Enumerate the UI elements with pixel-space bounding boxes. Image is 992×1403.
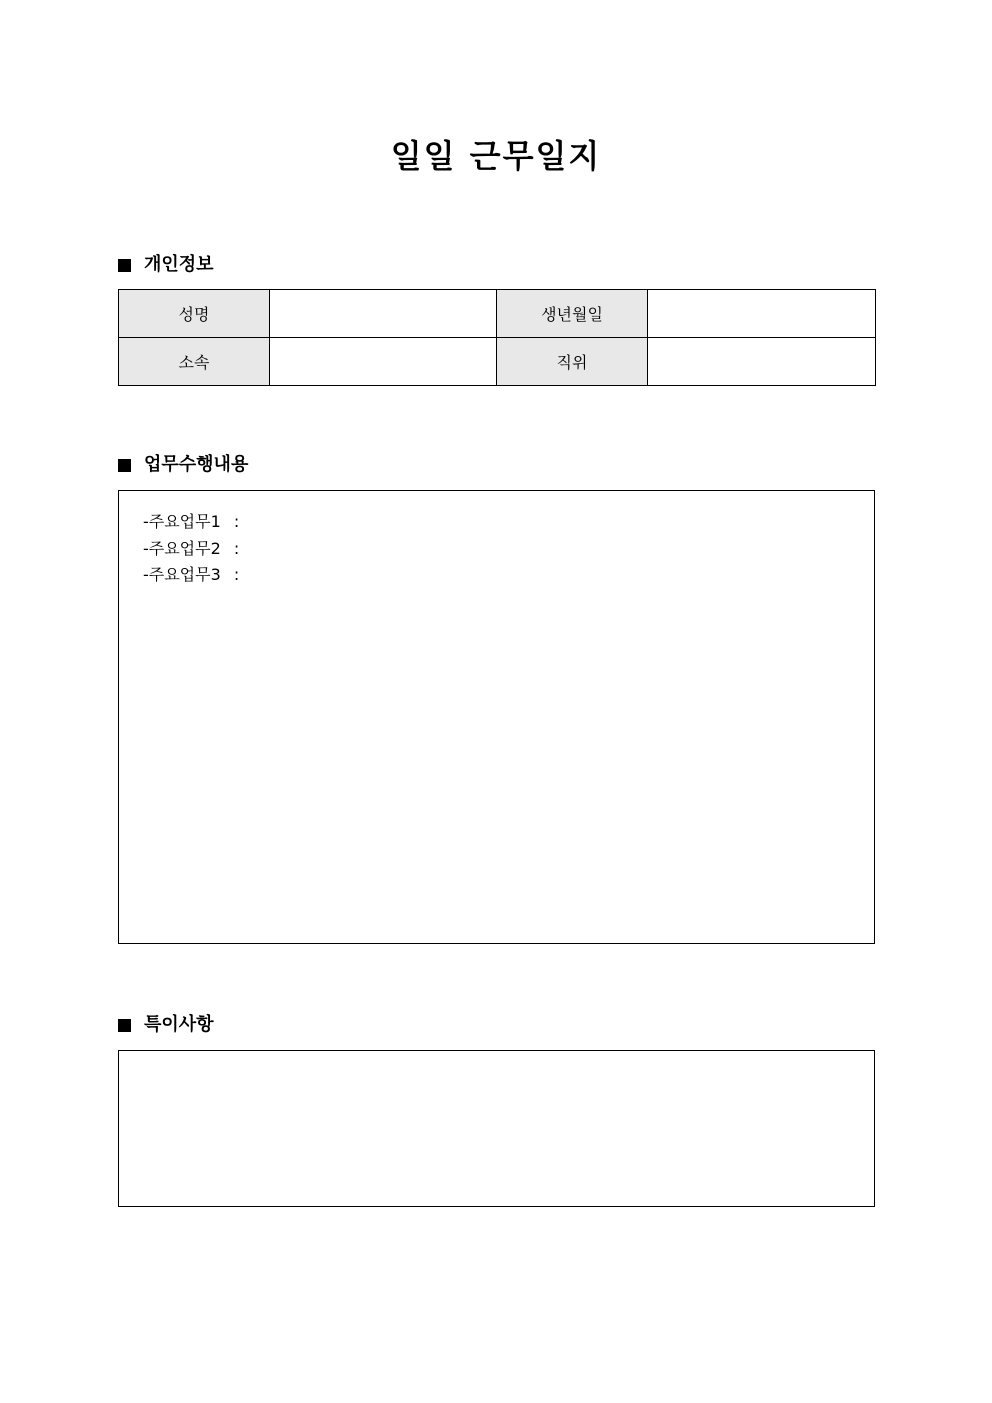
name-field[interactable] — [270, 290, 497, 338]
duties-heading-text: 업무수행내용 — [144, 454, 249, 475]
duty-label: -주요업무1 — [143, 512, 221, 531]
personal-info-heading-text: 개인정보 — [144, 254, 214, 275]
duty-label: -주요업무3 — [143, 565, 221, 584]
list-item — [143, 536, 874, 563]
square-bullet-icon — [118, 1019, 131, 1032]
duty-label: -주요업무2 — [143, 538, 221, 558]
document-title: 일일 근무일지 — [390, 137, 602, 175]
remarks-heading-text: 특이사항 — [144, 1014, 214, 1035]
duties-list — [119, 491, 874, 589]
position-label: 직위 — [497, 338, 648, 386]
list-item — [143, 509, 874, 536]
duties-heading — [118, 451, 248, 479]
affiliation-label: 소속 — [119, 338, 270, 386]
birthdate-field[interactable] — [648, 290, 876, 338]
personal-info-heading — [118, 251, 214, 279]
duty-separator: : — [233, 538, 240, 558]
affiliation-field[interactable] — [270, 338, 497, 386]
duty-separator: : — [233, 565, 240, 584]
table-row — [119, 290, 876, 338]
personal-info-table — [118, 289, 876, 386]
list-item — [143, 562, 874, 589]
position-field[interactable] — [648, 338, 876, 386]
remarks-heading — [118, 1011, 214, 1039]
name-label: 성명 — [119, 290, 270, 338]
square-bullet-icon — [118, 459, 131, 472]
remarks-box[interactable] — [118, 1050, 875, 1207]
table-row — [119, 338, 876, 386]
duty-separator: : — [233, 512, 240, 531]
square-bullet-icon — [118, 259, 131, 272]
birthdate-label: 생년월일 — [497, 290, 648, 338]
duties-box[interactable] — [118, 490, 875, 944]
